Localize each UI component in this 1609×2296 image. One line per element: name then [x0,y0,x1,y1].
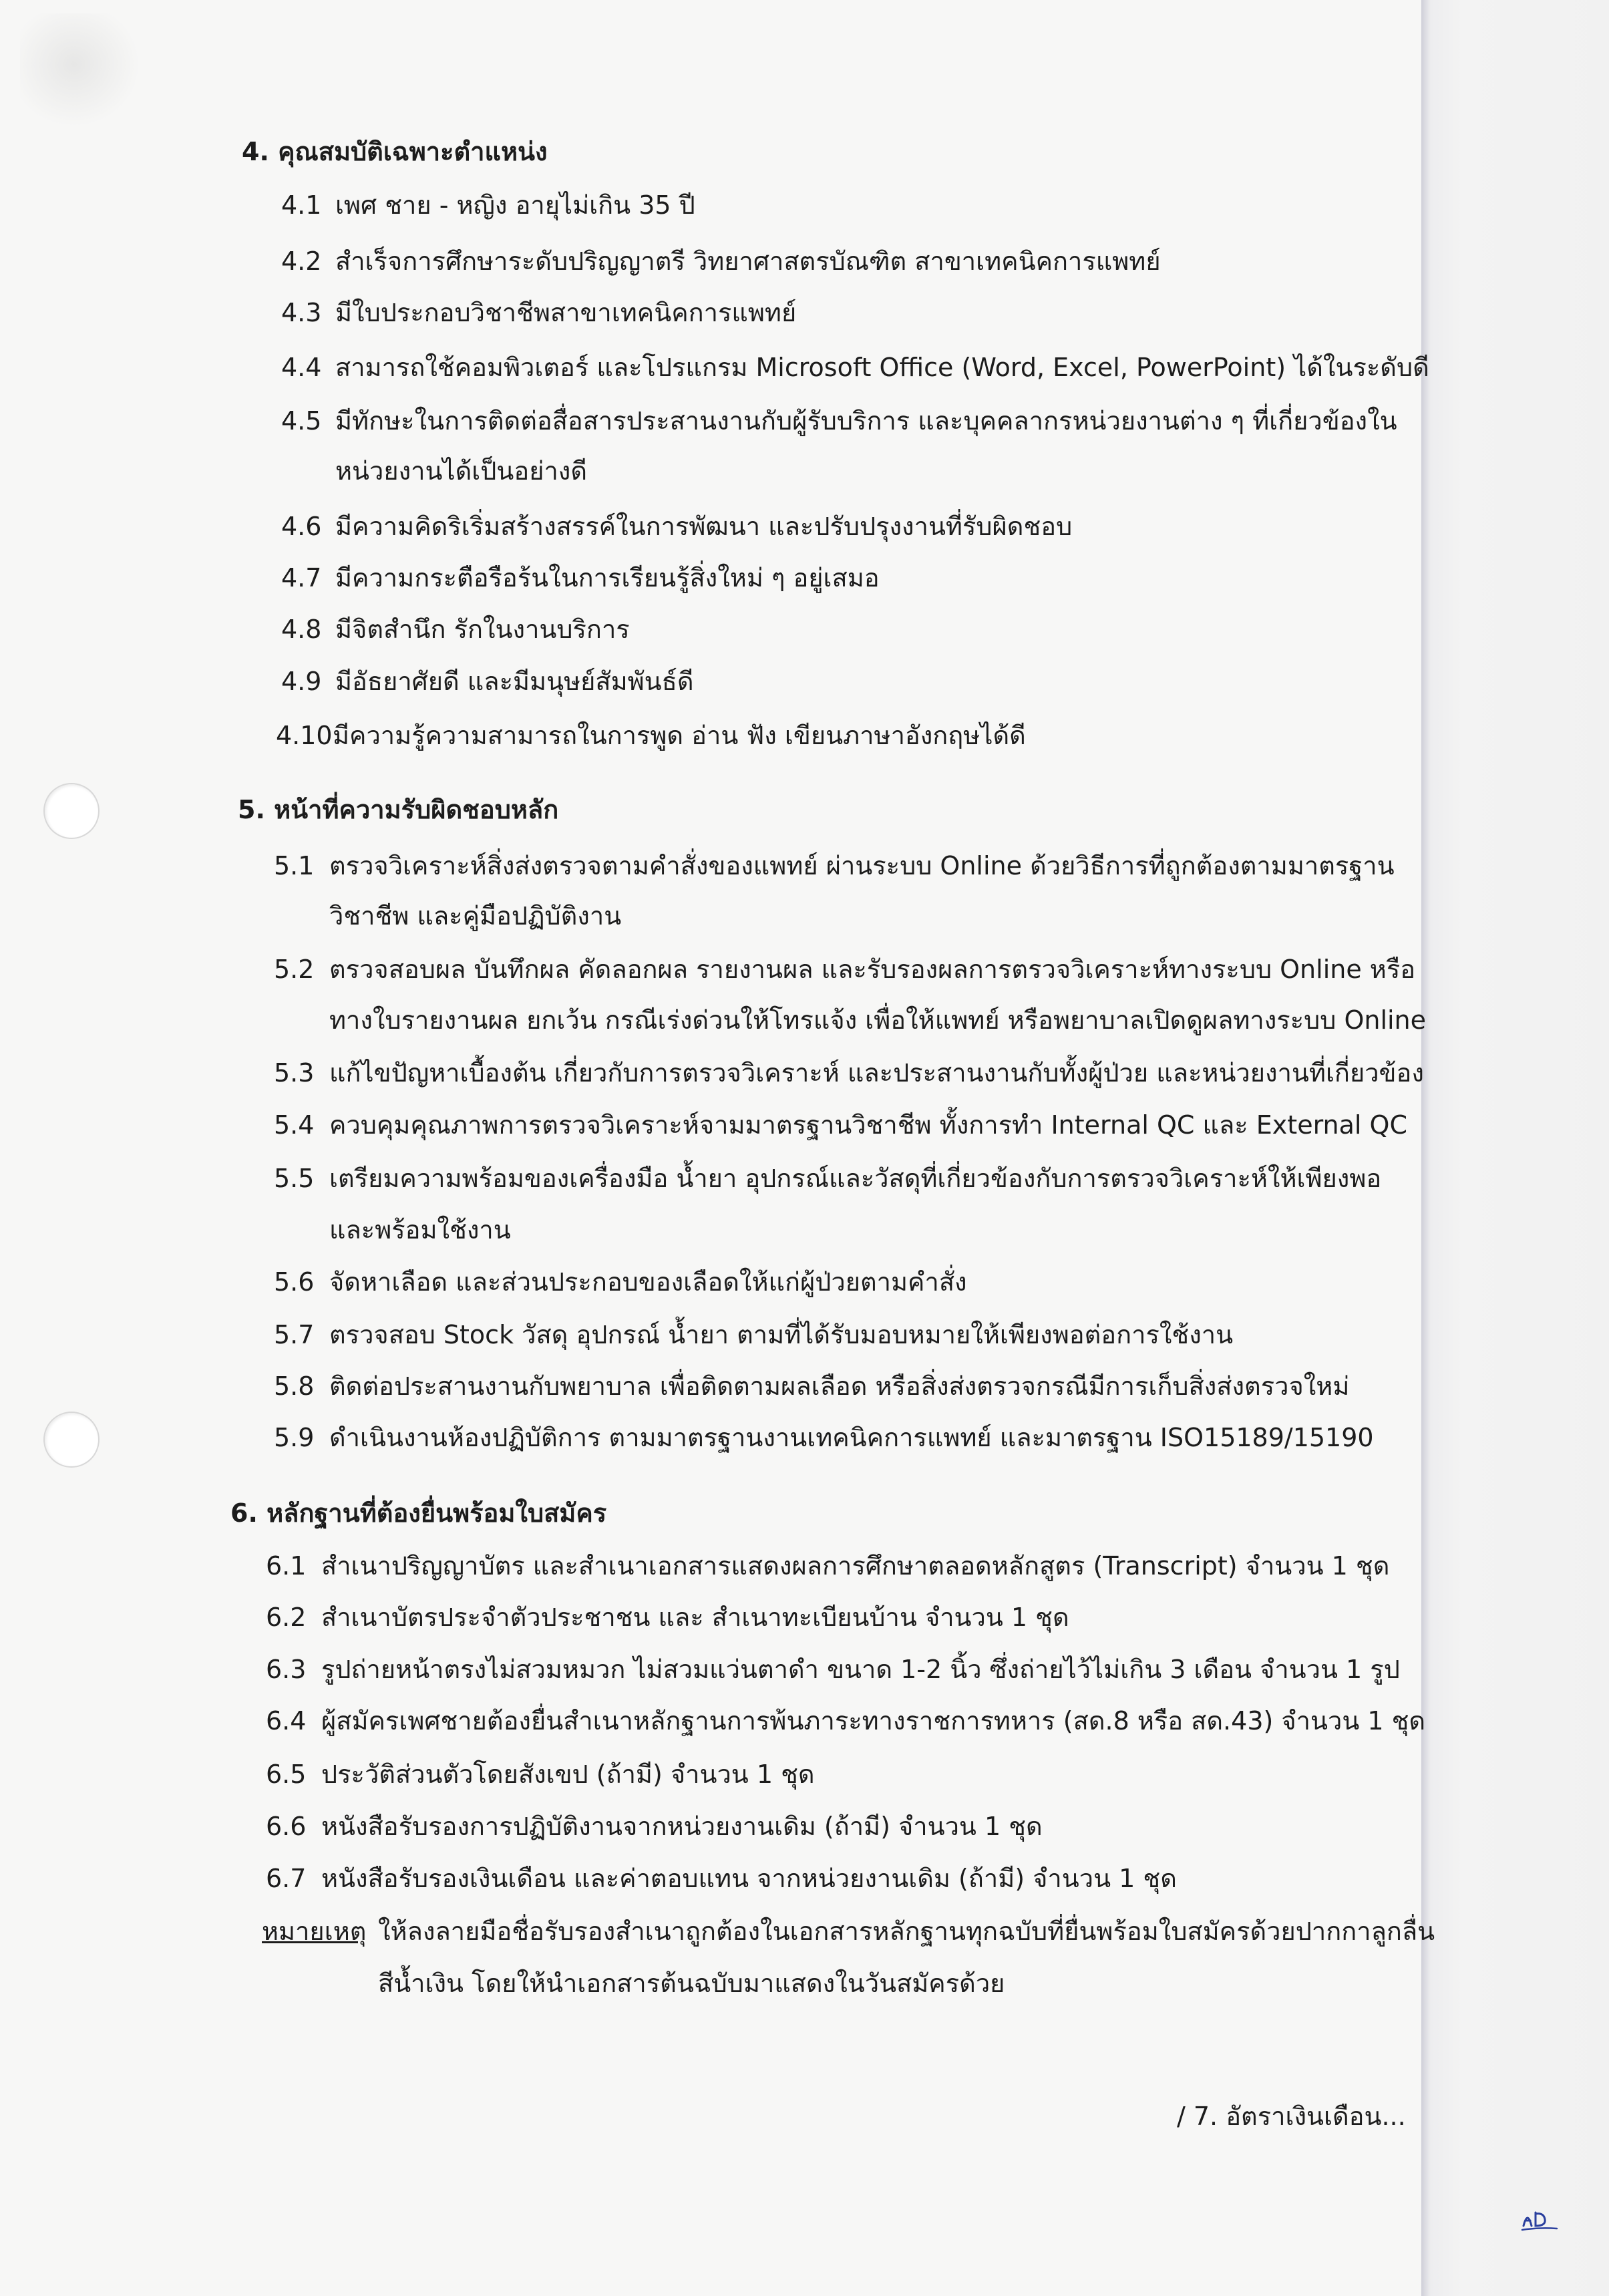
item-text: สำเนาบัตรประจำตัวประชาชน และ สำเนาทะเบียนบ้าน จำนวน 1 ชุด [321,1603,1069,1632]
item-number: 5.8 [274,1371,315,1401]
paper-edge [1421,0,1609,2296]
item-text: มีทักษะในการติดต่อสื่อสารประสานงานกับผู้รับบริการ และบุคคลากรหน่วยงานต่าง ๆ ที่เกี่ยวข้องใน [335,406,1397,436]
punch-hole-bottom [43,1412,100,1468]
item-text: มีใบประกอบวิชาชีพสาขาเทคนิคการแพทย์ [335,298,797,327]
item-number: 4.3 [281,298,322,327]
item-number: 5.5 [274,1164,315,1193]
item-text: วิชาชีพ และคู่มือปฏิบัติงาน [329,901,622,931]
item-text: ตรวจวิเคราะห์สิ่งส่งตรวจตามคำสั่งของแพทย์ ผ่านระบบ Online ด้วยวิธีการที่ถูกต้องตามมาตรฐาน [329,851,1395,880]
section-5-title: 5. หน้าที่ความรับผิดชอบหลัก [238,795,559,824]
item-text: สำเนาปริญญาบัตร และสำเนาเอกสารแสดงผลการศึกษาตลอดหลักสูตร (Transcript) จำนวน 1 ชุด [321,1551,1390,1581]
item-number: 6.4 [266,1706,307,1736]
item-number: 6.7 [266,1864,307,1893]
continuation-footer: / 7. อัตราเงินเดือน... [1177,2102,1406,2131]
item-number: 5.9 [274,1423,315,1452]
item-text: ตรวจสอบ Stock วัสดุ อุปกรณ์ น้ำยา ตามที่ได้รับมอบหมายให้เพียงพอต่อการใช้งาน [329,1320,1234,1349]
note-text: สีน้ำเงิน โดยให้นำเอกสารต้นฉบับมาแสดงในวันสมัครด้วย [378,1969,1005,1998]
item-number: 5.3 [274,1058,315,1088]
item-number: 4.10 [276,721,333,750]
item-number: 4.2 [281,247,322,276]
item-number: 4.7 [281,563,322,593]
item-text: ประวัติส่วนตัวโดยสังเขป (ถ้ามี) จำนวน 1 ชุด [321,1760,815,1789]
item-text: ตรวจสอบผล บันทึกผล คัดลอกผล รายงานผล และรับรองผลการตรวจวิเคราะห์ทางระบบ Online หรือ [329,955,1416,984]
item-text: เตรียมความพร้อมของเครื่องมือ น้ำยา อุปกรณ์และวัสดุที่เกี่ยวข้องกับการตรวจวิเคราะห์ให้เพียงพอ [329,1164,1382,1193]
item-number: 6.3 [266,1655,307,1684]
item-text: มีความกระตือรือร้นในการเรียนรู้สิ่งใหม่ ๆ อยู่เสมอ [335,563,880,593]
item-text: สำเร็จการศึกษาระดับปริญญาตรี วิทยาศาสตรบัณฑิต สาขาเทคนิคการแพทย์ [335,247,1161,276]
item-text: หนังสือรับรองเงินเดือน และค่าตอบแทน จากหน่วยงานเดิม (ถ้ามี) จำนวน 1 ชุด [321,1864,1177,1893]
item-text: มีจิตสำนึก รักในงานบริการ [335,615,630,644]
item-number: 4.1 [281,190,322,220]
item-text: รูปถ่ายหน้าตรงไม่สวมหมวก ไม่สวมแว่นตาดำ ขนาด 1-2 นิ้ว ซึ่งถ่ายไว้ไม่เกิน 3 เดือน จำนวน 1 รูป [321,1655,1400,1684]
item-number: 5.7 [274,1320,315,1349]
item-number: 4.6 [281,512,322,541]
item-text: และพร้อมใช้งาน [329,1215,511,1245]
item-text: หน่วยงานได้เป็นอย่างดี [335,456,588,486]
item-text: มีความคิดริเริ่มสร้างสรรค์ในการพัฒนา และปรับปรุงงานที่รับผิดชอบ [335,512,1073,541]
item-text: มีอัธยาศัยดี และมีมนุษย์สัมพันธ์ดี [335,667,694,696]
item-number: 4.9 [281,667,322,696]
item-number: 4.4 [281,353,322,382]
handwritten-initials-signature [1519,2206,1560,2233]
item-text: ดำเนินงานห้องปฏิบัติการ ตามมาตรฐานงานเทคนิคการแพทย์ และมาตรฐาน ISO15189/15190 [329,1423,1374,1452]
item-number: 5.2 [274,955,315,984]
item-number: 4.8 [281,615,322,644]
item-text: ผู้สมัครเพศชายต้องยื่นสำเนาหลักฐานการพ้นภาระทางราชการทหาร (สด.8 หรือ สด.43) จำนวน 1 ชุด [321,1706,1426,1736]
item-text: มีความรู้ความสามารถในการพูด อ่าน ฟัง เขียนภาษาอังกฤษได้ดี [333,721,1026,750]
section-4-title: 4. คุณสมบัติเฉพาะตำแหน่ง [242,137,548,166]
paper-smudge [20,13,140,127]
item-number: 5.1 [274,851,315,880]
note-label: หมายเหตุ [262,1917,367,1946]
item-number: 5.4 [274,1110,315,1140]
item-number: 6.2 [266,1603,307,1632]
item-number: 4.5 [281,406,322,436]
item-text: ควบคุมคุณภาพการตรวจวิเคราะห์จามมาตรฐานวิชาชีพ ทั้งการทำ Internal QC และ External QC [329,1110,1407,1140]
item-text: หนังสือรับรองการปฏิบัติงานจากหน่วยงานเดิม (ถ้ามี) จำนวน 1 ชุด [321,1812,1043,1841]
item-text: สามารถใช้คอมพิวเตอร์ และโปรแกรม Microsoft Office (Word, Excel, PowerPoint) ได้ในระดับดี [335,353,1429,382]
item-text: ทางใบรายงานผล ยกเว้น กรณีเร่งด่วนให้โทรแจ้ง เพื่อให้แพทย์ หรือพยาบาลเปิดดูผลทางระบบ Online [329,1005,1427,1035]
item-text: แก้ไขปัญหาเบื้องต้น เกี่ยวกับการตรวจวิเคราะห์ และประสานงานกับทั้งผู้ป่วย และหน่วยงานที่เกี่ยวข้อง [329,1058,1424,1088]
item-number: 6.5 [266,1760,307,1789]
section-6-title: 6. หลักฐานที่ต้องยื่นพร้อมใบสมัคร [230,1498,607,1528]
punch-hole-top [43,783,100,839]
item-text: เพศ ชาย - หญิง อายุไม่เกิน 35 ปี [335,190,695,220]
note-text: ให้ลงลายมือชื่อรับรองสำเนาถูกต้องในเอกสารหลักฐานทุกฉบับที่ยื่นพร้อมใบสมัครด้วยปากกาลูกลื่น [378,1917,1435,1946]
item-number: 6.6 [266,1812,307,1841]
item-text: ติดต่อประสานงานกับพยาบาล เพื่อติดตามผลเลือด หรือสิ่งส่งตรวจกรณีมีการเก็บสิ่งส่งตรวจใหม่ [329,1371,1350,1401]
item-number: 5.6 [274,1267,315,1297]
item-number: 6.1 [266,1551,307,1581]
item-text: จัดหาเลือด และส่วนประกอบของเลือดให้แก่ผู้ป่วยตามคำสั่ง [329,1267,967,1297]
